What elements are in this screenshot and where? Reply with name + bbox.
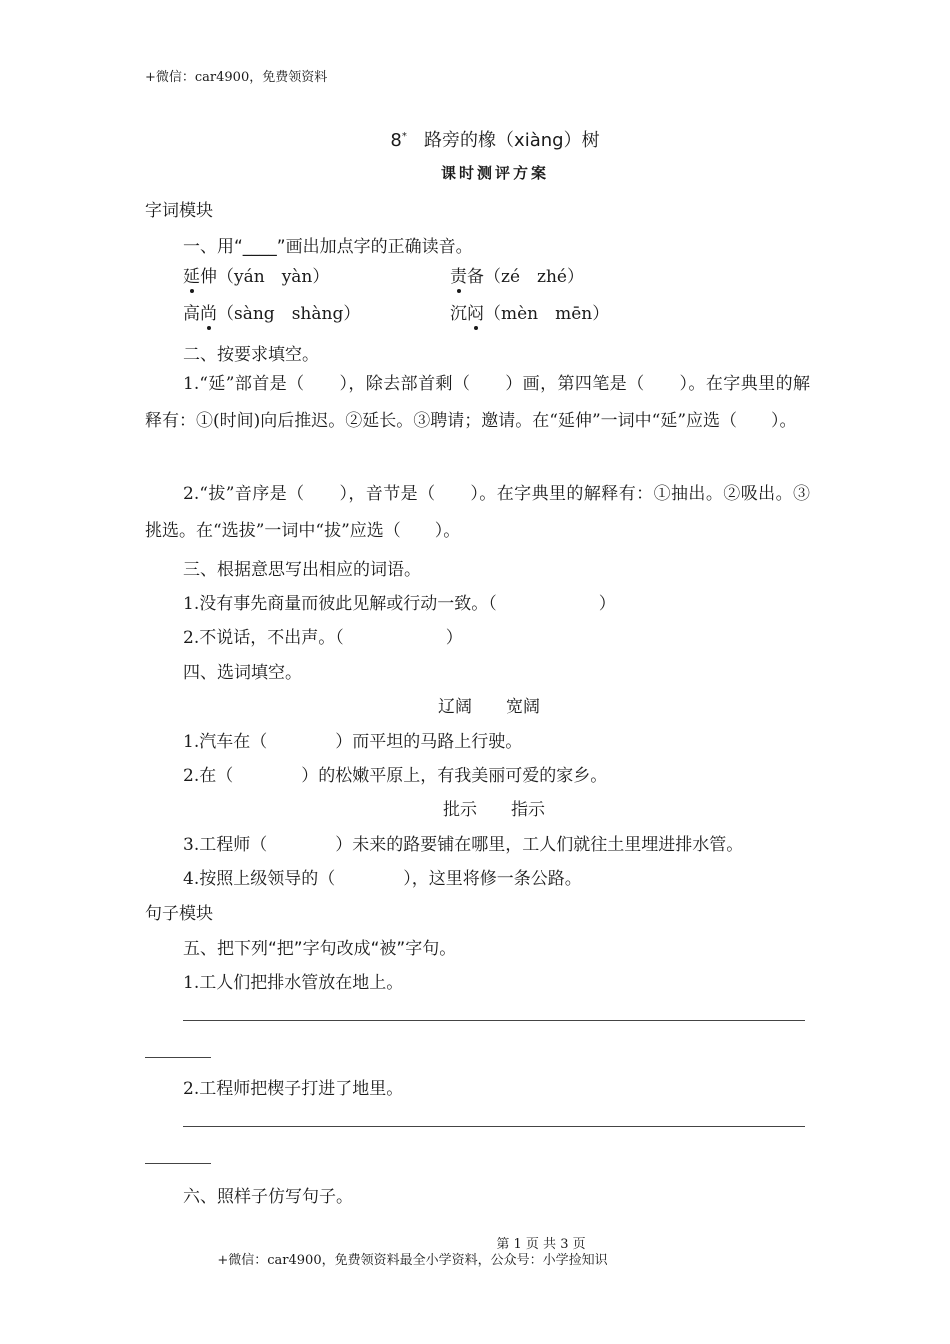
- question-4-item: 2.在（ ）的松嫩平原上，有我美丽可爱的家乡。: [183, 766, 608, 786]
- answer-line[interactable]: [183, 1020, 805, 1021]
- question-5-heading: 五、把下列“把”字句改成“被”字句。: [183, 939, 457, 959]
- question-3-heading: 三、根据意思写出相应的词语。: [183, 560, 421, 580]
- question-4-item: 1.汽车在（ ）而平坦的马路上行驶。: [183, 732, 523, 752]
- lesson-title: 路旁的橡（xiàng）树: [424, 130, 600, 151]
- answer-line[interactable]: [145, 1163, 211, 1164]
- pinyin-item: 责备（zé zhé）: [450, 267, 584, 287]
- question-4-heading: 四、选词填空。: [183, 663, 302, 683]
- lesson-star: *: [401, 131, 407, 142]
- question-2-item-2: 2.“拔”音序是（ ），音节是（ ）。在字典里的解释有：①抽出。②吸出。③挑选。在“选拔”一词中“拔”应选（ ）。: [145, 484, 810, 541]
- page-number: 第 1 页 共 3 页: [496, 1237, 586, 1252]
- header-note: +微信：car4900，免费领资料: [145, 70, 328, 85]
- page-subtitle: 课时测评方案: [440, 164, 549, 182]
- dotted-char: 尚: [200, 304, 217, 324]
- answer-line[interactable]: [145, 1057, 211, 1058]
- footer-note: +微信：car4900，免费领资料最全小学资料，公众号：小学捡知识: [217, 1253, 608, 1268]
- question-3-item: 1.没有事先商量而彼此见解或行动一致。（ ）: [183, 594, 616, 614]
- page-title: [0, 126, 950, 152]
- question-4-item: 4.按照上级领导的（ ），这里将修一条公路。: [183, 869, 582, 889]
- question-5-item: 2.工程师把楔子打进了地里。: [183, 1079, 404, 1099]
- section-sentences: 句子模块: [145, 904, 213, 924]
- pinyin-item: 沉闷（mèn mēn）: [450, 304, 610, 324]
- question-2-item-1: 1.“延”部首是（ ），除去部首剩（ ）画，第四笔是（ ）。在字典里的解释有：①(时间)向后推迟。②延长。③聘请；邀请。在“延伸”一词中“延”应选（ ）。: [145, 374, 810, 431]
- lesson-number: 8: [390, 130, 402, 151]
- answer-line[interactable]: [183, 1126, 805, 1127]
- question-1-heading: 一、用“____”画出加点字的正确读音。: [183, 237, 473, 257]
- question-6-heading: 六、照样子仿写句子。: [183, 1187, 353, 1207]
- question-2-heading: 二、按要求填空。: [183, 345, 319, 365]
- word-bank: 批示 指示: [443, 800, 545, 820]
- word-bank: 辽阔 宽阔: [438, 697, 540, 717]
- question-4-item: 3.工程师（ ）未来的路要铺在哪里，工人们就往土里埋进排水管。: [183, 835, 744, 855]
- dotted-char: 责: [450, 267, 467, 287]
- section-words: 字词模块: [145, 201, 213, 221]
- dotted-char: 延: [183, 267, 200, 287]
- question-3-item: 2.不说话，不出声。（ ）: [183, 628, 463, 648]
- pinyin-item: 延伸（yán yàn）: [183, 267, 330, 287]
- pinyin-item: 高尚（sàng shàng）: [183, 304, 361, 324]
- dotted-char: 闷: [467, 304, 484, 324]
- question-5-item: 1.工人们把排水管放在地上。: [183, 973, 404, 993]
